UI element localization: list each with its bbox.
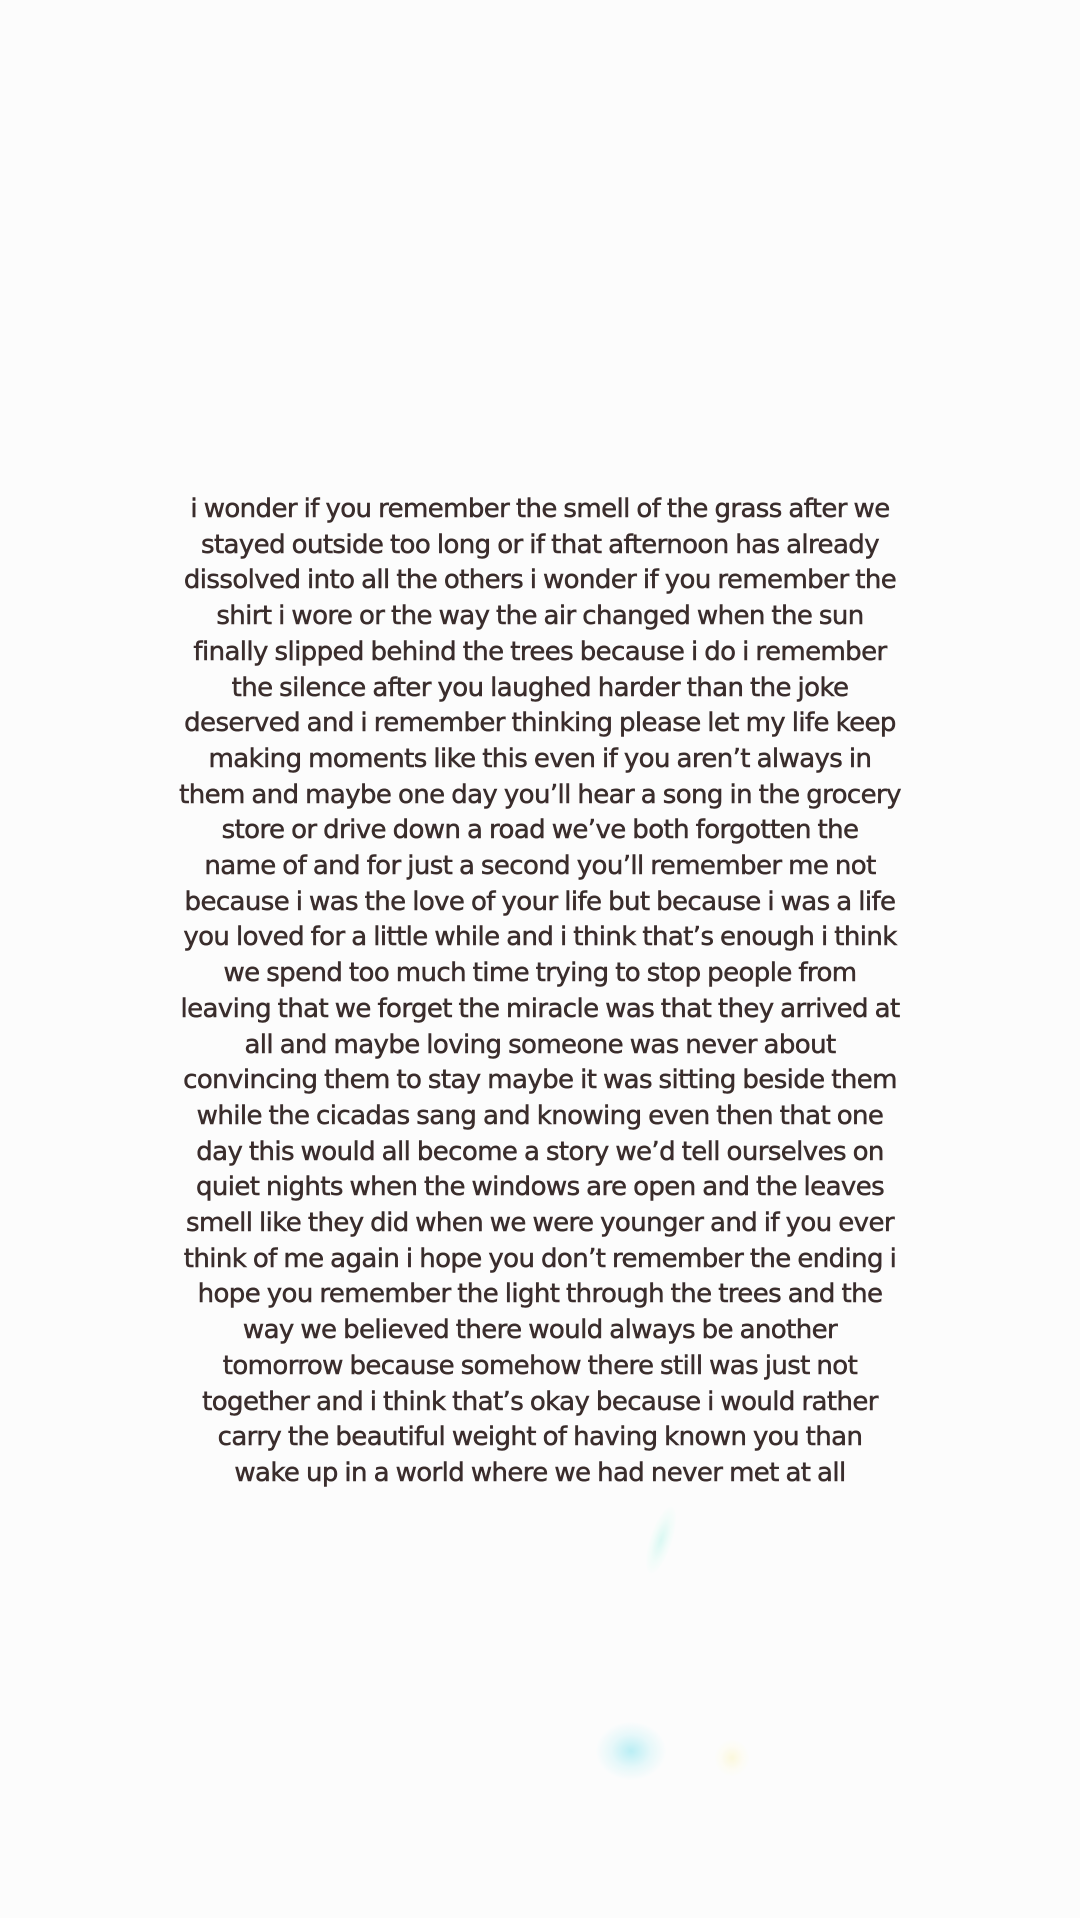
poem-line: leaving that we forget the miracle was that they arrived at bbox=[180, 993, 900, 1024]
poem-line: the silence after you laughed harder than the joke bbox=[231, 672, 849, 703]
poem-line: stayed outside too long or if that afternoon has already bbox=[201, 529, 879, 560]
poem-line: shirt i wore or the way the air changed when the sun bbox=[216, 601, 864, 632]
poem-line: convincing them to stay maybe it was sitting beside them bbox=[183, 1065, 897, 1096]
poem-line: deserved and i remember thinking please let my life keep bbox=[184, 708, 896, 739]
poem-line: day this would all become a story we’d tell ourselves on bbox=[196, 1136, 884, 1167]
poem-line: carry the beautiful weight of having known you than bbox=[217, 1422, 863, 1453]
poem-line: together and i think that’s okay because i would rather bbox=[202, 1386, 878, 1417]
light-glare bbox=[715, 1740, 749, 1776]
poem-line: wake up in a world where we had never met at all bbox=[234, 1457, 846, 1488]
poem-line: them and maybe one day you’ll hear a song in the grocery bbox=[179, 779, 901, 810]
poem-line: all and maybe loving someone was never about bbox=[244, 1029, 836, 1060]
poem-line: way we believed there would always be another bbox=[242, 1315, 838, 1346]
poem-line: because i was the love of your life but because i was a life bbox=[184, 886, 896, 917]
poem-line: name of and for just a second you’ll remember me not bbox=[204, 851, 876, 882]
poem-line: while the cicadas sang and knowing even then that one bbox=[196, 1100, 884, 1131]
poem-line: you loved for a little while and i think that’s enough i think bbox=[183, 922, 897, 953]
poem-text-block bbox=[110, 492, 970, 1492]
poem-line: dissolved into all the others i wonder if you remember the bbox=[183, 565, 897, 596]
poem-line: think of me again i hope you don’t remember the ending i bbox=[183, 1243, 897, 1274]
poem-line: making moments like this even if you aren’t always in bbox=[208, 743, 872, 774]
poem-line: hope you remember the light through the trees and the bbox=[197, 1279, 883, 1310]
poem-line: i wonder if you remember the smell of the grass after we bbox=[190, 494, 890, 524]
poem-line: we spend too much time trying to stop people from bbox=[223, 958, 857, 989]
poem-line: tomorrow because somehow there still was just not bbox=[222, 1350, 858, 1381]
light-glare bbox=[640, 1503, 683, 1576]
poem-line: quiet nights when the windows are open and the leaves bbox=[195, 1172, 885, 1203]
poem-line: finally slipped behind the trees because i do i remember bbox=[193, 636, 887, 667]
poem-line: smell like they did when we were younger and if you ever bbox=[186, 1208, 894, 1239]
light-glare bbox=[596, 1722, 666, 1780]
poem-line: store or drive down a road we’ve both forgotten the bbox=[221, 815, 859, 846]
